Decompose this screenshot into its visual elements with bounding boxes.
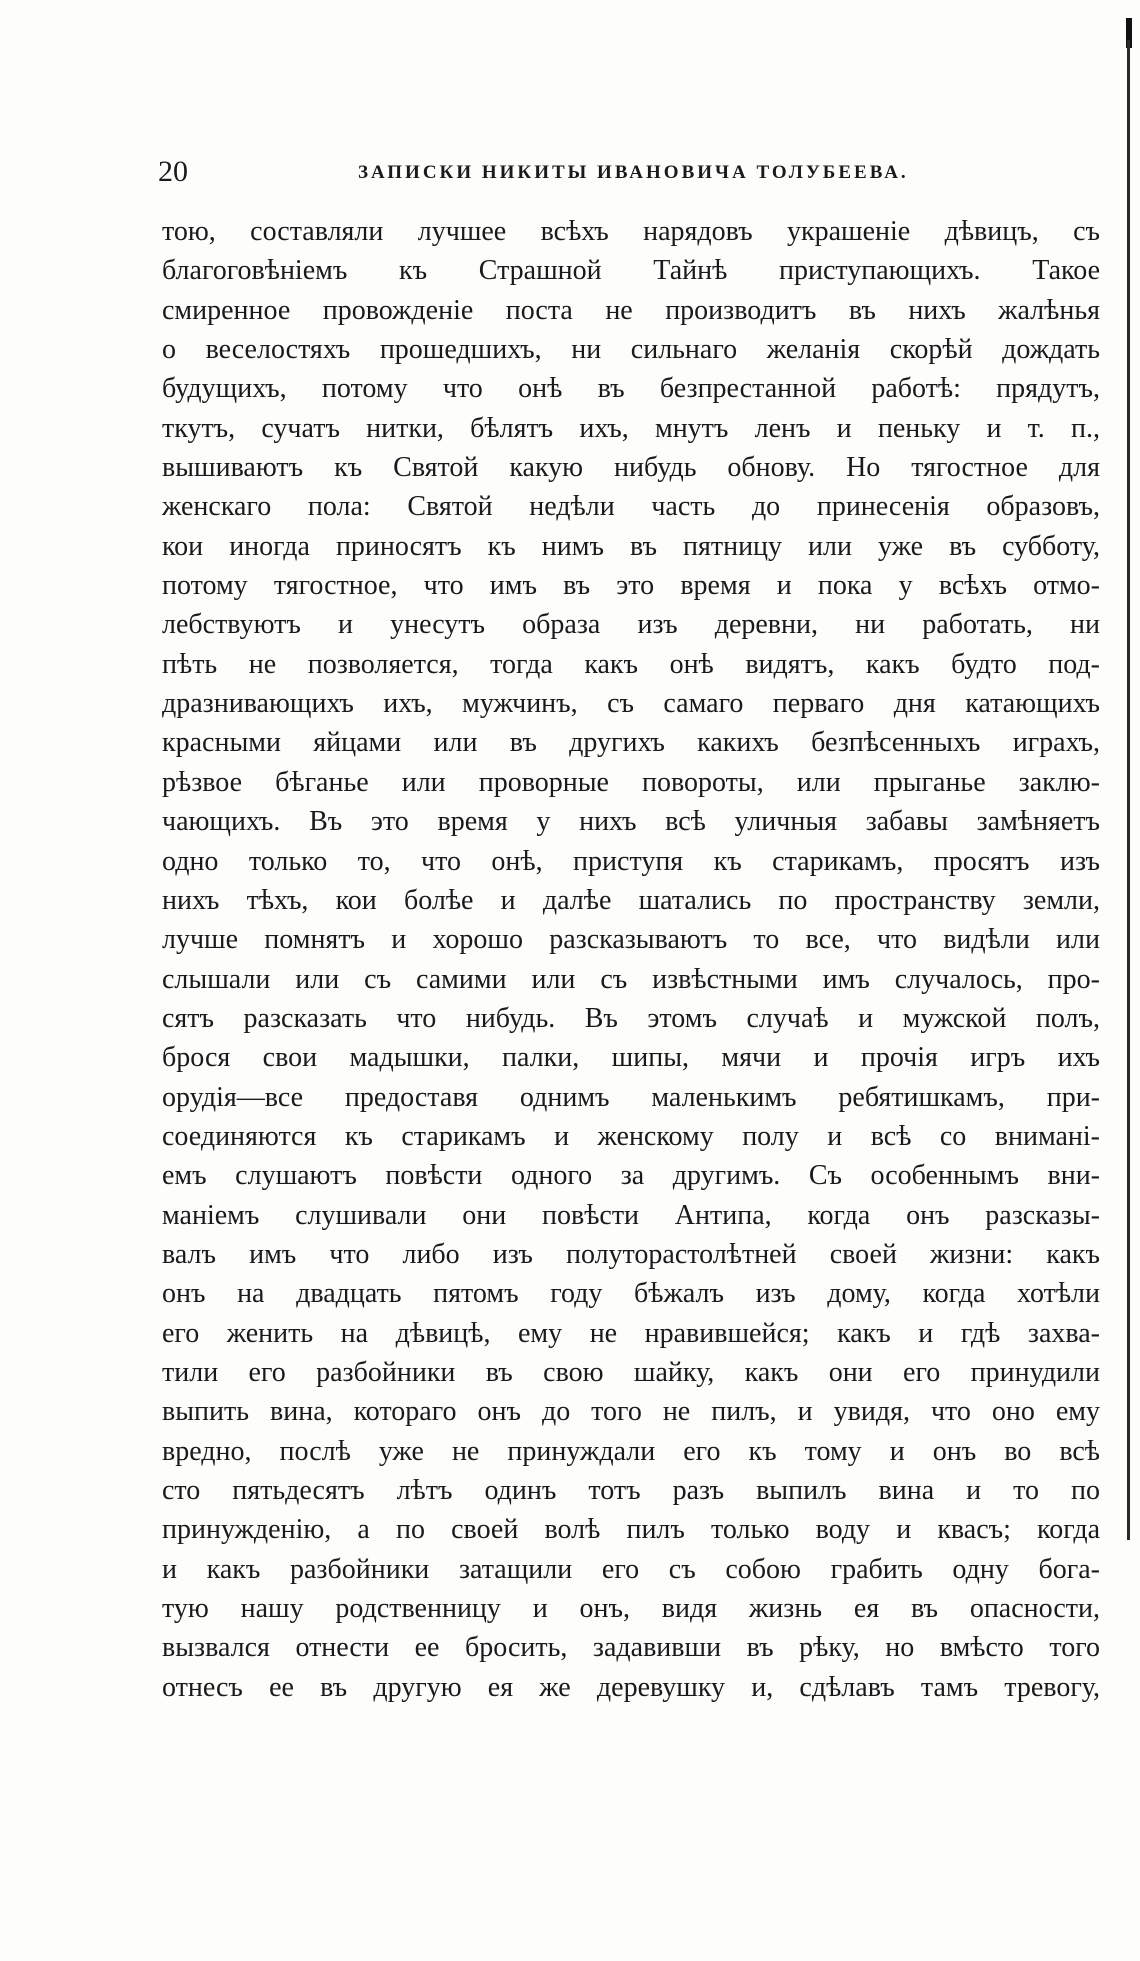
text-line: пѣть не позволяется, тогда какъ онѣ видятъ, какъ будто под- <box>162 648 1100 680</box>
page-number: 20 <box>158 155 188 188</box>
text-line: о веселостяхъ прошедшихъ, ни сильнаго желанія скорѣй дождать <box>162 334 1100 366</box>
text-line: онъ на двадцать пятомъ году бѣжалъ изъ дому, когда хотѣли <box>162 1278 1100 1310</box>
text-line: лебствуютъ и унесутъ образа изъ деревни, ни работать, ни <box>162 609 1100 641</box>
text-line: принужденію, а по своей волѣ пилъ только воду и квасъ; когда <box>162 1514 1100 1546</box>
text-line: смиренное провожденіе поста не производитъ въ нихъ жалѣнья <box>162 294 1100 326</box>
text-line: вышиваютъ къ Святой какую нибудь обнову. Но тягостное для <box>162 452 1100 484</box>
page-edge-line <box>1127 40 1130 1540</box>
text-line: слышали или съ самими или съ извѣстными имъ случалось, про- <box>162 963 1100 995</box>
text-line: емъ слушаютъ повѣсти одного за другимъ. Съ особеннымъ вни- <box>162 1160 1100 1192</box>
text-line: отнесъ ее въ другую ея же деревушку и, сдѣлавъ тамъ тревогу, <box>162 1671 1100 1703</box>
text-line: лучше помнятъ и хорошо разсказываютъ то все, что видѣли или <box>162 924 1100 956</box>
text-line: тою, составляли лучшее всѣхъ нарядовъ украшеніе дѣвицъ, съ <box>162 216 1100 247</box>
text-line: женскаго пола: Святой недѣли часть до принесенія образовъ, <box>162 491 1100 523</box>
text-line: валъ имъ что либо изъ полуторастолѣтней своей жизни: какъ <box>162 1238 1100 1270</box>
text-line: дразнивающихъ ихъ, мужчинъ, съ самаго перваго дня катающихъ <box>162 688 1100 720</box>
text-line: тую нашу родственницу и онъ, видя жизнь ея въ опасности, <box>162 1593 1100 1625</box>
text-line: сятъ разсказать что нибудь. Въ этомъ случаѣ и мужской полъ, <box>162 1002 1100 1034</box>
text-line: рѣзвое бѣганье или проворные повороты, или прыганье заклю- <box>162 766 1100 798</box>
text-line: чающихъ. Въ это время у нихъ всѣ уличныя забавы замѣняетъ <box>162 806 1100 838</box>
text-line: брося свои мадышки, палки, шипы, мячи и прочія игръ ихъ <box>162 1042 1100 1074</box>
text-line: нихъ тѣхъ, кои болѣе и далѣе шатались по пространству земли, <box>162 884 1100 916</box>
text-line: маніемъ слушивали они повѣсти Антипа, когда онъ разсказы- <box>162 1199 1100 1231</box>
text-line: вызвался отнести ее бросить, задавивши въ рѣку, но вмѣсто того <box>162 1632 1100 1664</box>
text-line: сто пятьдесятъ лѣтъ одинъ тотъ разъ выпилъ вина и то по <box>162 1475 1100 1506</box>
text-line: вредно, послѣ уже не принуждали его къ тому и онъ во всѣ <box>162 1435 1100 1467</box>
text-line: и какъ разбойники затащили его съ собою грабить одну бога- <box>162 1553 1100 1585</box>
text-line: красными яйцами или въ другихъ какихъ безпѣсенныхъ играхъ, <box>162 727 1100 759</box>
text-line: будущихъ, потому что онѣ въ безпрестанной работѣ: прядутъ, <box>162 373 1100 405</box>
text-line: орудія—все предоставя однимъ маленькимъ ребятишкамъ, при- <box>162 1081 1100 1113</box>
text-line: ткутъ, сучатъ нитки, бѣлятъ ихъ, мнутъ ленъ и пеньку и т. п., <box>162 412 1100 444</box>
text-line: благоговѣніемъ къ Страшной Тайнѣ приступающихъ. Такое <box>162 255 1100 287</box>
text-line: тили его разбойники въ свою шайку, какъ они его принудили <box>162 1356 1100 1388</box>
text-line: кои иногда приносятъ къ нимъ въ пятницу или уже въ субботу, <box>162 530 1100 562</box>
text-line: соединяются къ старикамъ и женскому полу и всѣ со внимані- <box>162 1120 1100 1152</box>
text-line: выпить вина, котораго онъ до того не пилъ, и увидя, что оно ему <box>162 1396 1100 1428</box>
text-line: потому тягостное, что имъ въ это время и пока у всѣхъ отмо- <box>162 570 1100 602</box>
body-text <box>162 212 1100 1707</box>
text-line: одно только то, что онѣ, приступя къ старикамъ, просятъ изъ <box>162 845 1100 877</box>
running-title: ЗАПИСКИ НИКИТЫ ИВАНОВИЧА ТОЛУБЕЕВА. <box>358 162 909 183</box>
text-line: его женить на дѣвицѣ, ему не нравившейся; какъ и гдѣ захва- <box>162 1317 1100 1349</box>
page-header <box>158 152 1088 192</box>
